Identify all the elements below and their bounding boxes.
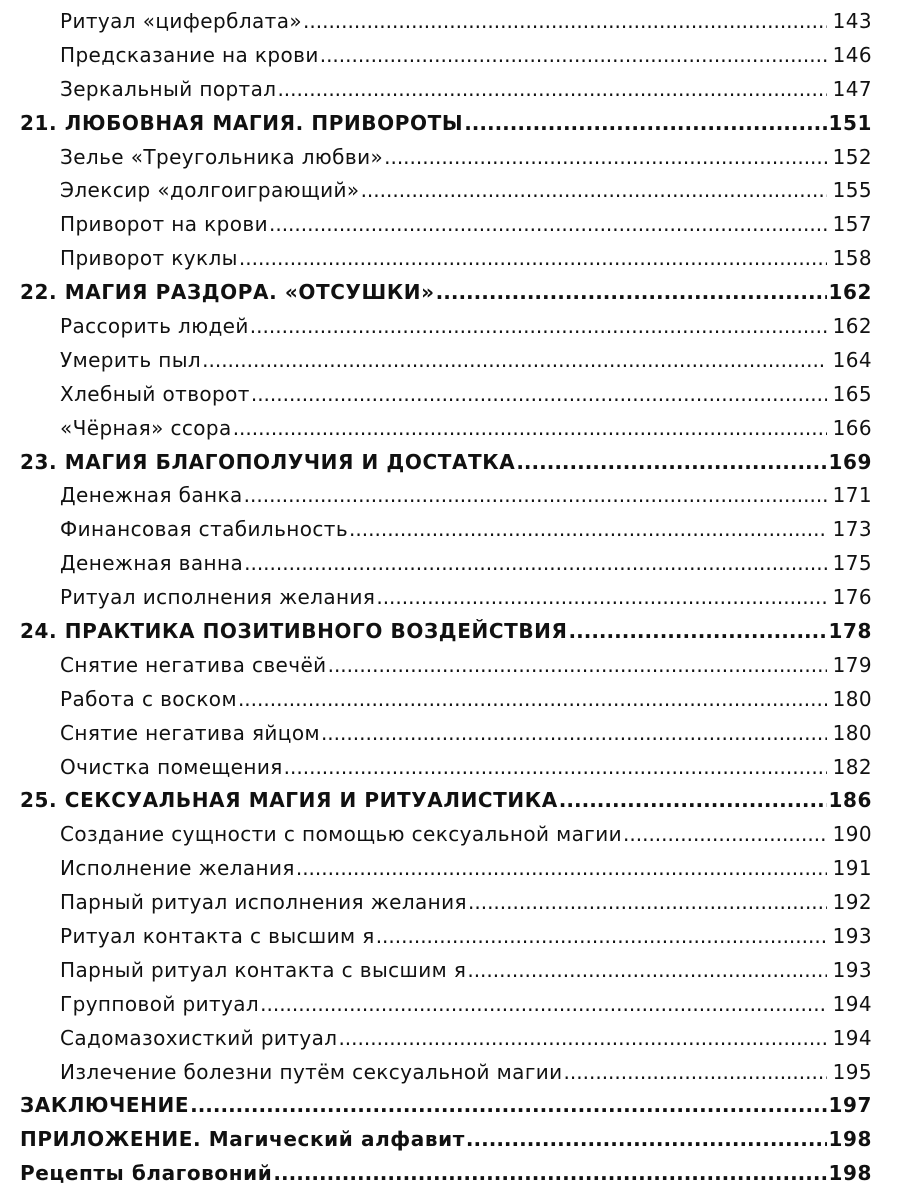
- toc-entry-page-number: 178: [828, 618, 872, 643]
- toc-chapter-entry: [0, 1122, 900, 1156]
- toc-section-entry: [0, 682, 900, 716]
- dot-leader: [269, 212, 827, 236]
- toc-entry-title: Умерить пыл: [60, 347, 202, 372]
- toc-entry-title: Работа с воском: [60, 686, 237, 711]
- dot-leader: [244, 483, 827, 507]
- toc-entry-title: Приворот куклы: [60, 246, 238, 271]
- toc-entry-title: Рецепты благовоний: [20, 1161, 273, 1186]
- table-of-contents: [0, 4, 900, 1190]
- toc-section-entry: [0, 851, 900, 885]
- toc-section-entry: [0, 716, 900, 750]
- toc-entry-page-number: 195: [832, 1059, 872, 1084]
- dot-leader: [376, 585, 827, 609]
- toc-entry-page-number: 173: [832, 517, 872, 542]
- toc-entry-title: Финансовая стабильность: [60, 517, 349, 542]
- toc-entry-page-number: 192: [832, 890, 872, 915]
- toc-section-entry: [0, 478, 900, 512]
- toc-entry-title: 21. ЛЮБОВНАЯ МАГИЯ. ПРИВОРОТЫ: [20, 110, 464, 135]
- toc-entry-title: Создание сущности с помощью сексуальной магии: [60, 822, 623, 847]
- toc-entry-title: Снятие негатива яйцом: [60, 720, 320, 745]
- toc-entry-page-number: 194: [832, 991, 872, 1016]
- dot-leader: [296, 856, 827, 880]
- toc-chapter-entry: [0, 783, 900, 817]
- toc-section-entry: [0, 173, 900, 207]
- toc-section-entry: [0, 953, 900, 987]
- toc-entry-title: Парный ритуал исполнения желания: [60, 890, 467, 915]
- toc-entry-title: Ритуал контакта с высшим я: [60, 923, 375, 948]
- dot-leader: [202, 348, 827, 372]
- dot-leader: [384, 145, 827, 169]
- toc-section-entry: [0, 72, 900, 106]
- toc-entry-page-number: 193: [832, 923, 872, 948]
- toc-entry-title: Элексир «долгоиграющий»: [60, 178, 360, 203]
- dot-leader: [320, 43, 827, 67]
- dot-leader: [233, 416, 827, 440]
- toc-entry-page-number: 166: [832, 415, 872, 440]
- toc-entry-title: Ритуал «циферблата»: [60, 8, 303, 33]
- dot-leader: [468, 890, 827, 914]
- dot-leader: [190, 1093, 827, 1117]
- toc-chapter-entry: [0, 1156, 900, 1190]
- toc-entry-title: Хлебный отворот: [60, 381, 250, 406]
- toc-entry-page-number: 176: [832, 585, 872, 610]
- dot-leader: [466, 1127, 827, 1151]
- toc-section-entry: [0, 140, 900, 174]
- toc-section-entry: [0, 648, 900, 682]
- dot-leader: [238, 687, 827, 711]
- toc-entry-title: ПРИЛОЖЕНИЕ. Магический алфавит: [20, 1127, 465, 1152]
- toc-entry-page-number: 198: [828, 1127, 872, 1152]
- toc-section-entry: [0, 987, 900, 1021]
- toc-section-entry: [0, 377, 900, 411]
- toc-section-entry: [0, 4, 900, 38]
- toc-entry-page-number: 147: [832, 76, 872, 101]
- dot-leader: [239, 246, 827, 270]
- toc-entry-page-number: 180: [832, 720, 872, 745]
- toc-section-entry: [0, 207, 900, 241]
- dot-leader: [273, 1161, 827, 1185]
- toc-entry-title: Рассорить людей: [60, 313, 249, 338]
- toc-entry-page-number: 155: [832, 178, 872, 203]
- toc-entry-page-number: 198: [828, 1161, 872, 1186]
- toc-entry-page-number: 169: [828, 449, 872, 474]
- toc-entry-page-number: 158: [832, 246, 872, 271]
- toc-entry-title: ЗАКЛЮЧЕНИЕ: [20, 1093, 190, 1118]
- toc-entry-page-number: 190: [832, 822, 872, 847]
- toc-section-entry: [0, 309, 900, 343]
- toc-entry-title: 22. МАГИЯ РАЗДОРА. «ОТСУШКИ»: [20, 280, 435, 305]
- dot-leader: [569, 619, 827, 643]
- toc-entry-page-number: 157: [832, 212, 872, 237]
- dot-leader: [328, 653, 827, 677]
- toc-entry-title: Зеркальный портал: [60, 76, 277, 101]
- toc-chapter-entry: [0, 614, 900, 648]
- dot-leader: [277, 77, 827, 101]
- toc-entry-title: «Чёрная» ссора: [60, 415, 232, 440]
- dot-leader: [376, 924, 827, 948]
- toc-entry-title: Исполнение желания: [60, 856, 295, 881]
- dot-leader: [564, 1060, 827, 1084]
- toc-entry-title: Денежная банка: [60, 483, 243, 508]
- toc-entry-page-number: 146: [832, 42, 872, 67]
- toc-section-entry: [0, 580, 900, 614]
- toc-chapter-entry: [0, 1089, 900, 1123]
- toc-entry-page-number: 171: [832, 483, 872, 508]
- toc-entry-page-number: 175: [832, 551, 872, 576]
- dot-leader: [516, 450, 827, 474]
- toc-entry-title: Зелье «Треугольника любви»: [60, 144, 384, 169]
- toc-section-entry: [0, 38, 900, 72]
- toc-entry-page-number: 151: [828, 110, 872, 135]
- dot-leader: [321, 721, 827, 745]
- toc-entry-page-number: 186: [828, 788, 872, 813]
- toc-entry-page-number: 179: [832, 652, 872, 677]
- toc-entry-page-number: 197: [828, 1093, 872, 1118]
- toc-entry-title: Предсказание на крови: [60, 42, 319, 67]
- toc-entry-page-number: 165: [832, 381, 872, 406]
- dot-leader: [260, 992, 827, 1016]
- toc-entry-title: Ритуал исполнения желания: [60, 585, 376, 610]
- toc-entry-page-number: 193: [832, 957, 872, 982]
- toc-section-entry: [0, 241, 900, 275]
- toc-entry-title: Излечение болезни путём сексуальной магии: [60, 1059, 563, 1084]
- dot-leader: [250, 314, 827, 338]
- toc-entry-page-number: 182: [832, 754, 872, 779]
- toc-entry-title: Садомазохисткий ритуал: [60, 1025, 338, 1050]
- toc-entry-page-number: 164: [832, 347, 872, 372]
- dot-leader: [467, 958, 827, 982]
- dot-leader: [284, 755, 827, 779]
- toc-section-entry: [0, 546, 900, 580]
- dot-leader: [338, 1026, 827, 1050]
- toc-entry-page-number: 180: [832, 686, 872, 711]
- toc-section-entry: [0, 919, 900, 953]
- dot-leader: [244, 551, 827, 575]
- toc-section-entry: [0, 885, 900, 919]
- toc-section-entry: [0, 512, 900, 546]
- dot-leader: [349, 517, 827, 541]
- toc-section-entry: [0, 1055, 900, 1089]
- toc-chapter-entry: [0, 275, 900, 309]
- toc-entry-page-number: 194: [832, 1025, 872, 1050]
- toc-section-entry: [0, 750, 900, 784]
- dot-leader: [436, 280, 827, 304]
- toc-section-entry: [0, 343, 900, 377]
- toc-entry-page-number: 191: [832, 856, 872, 881]
- toc-chapter-entry: [0, 106, 900, 140]
- toc-entry-title: Очистка помещения: [60, 754, 283, 779]
- toc-entry-page-number: 162: [828, 280, 872, 305]
- toc-entry-title: Парный ритуал контакта с высшим я: [60, 957, 467, 982]
- toc-section-entry: [0, 1021, 900, 1055]
- dot-leader: [361, 178, 827, 202]
- toc-entry-page-number: 143: [832, 8, 872, 33]
- toc-entry-page-number: 152: [832, 144, 872, 169]
- toc-entry-page-number: 162: [832, 313, 872, 338]
- dot-leader: [464, 111, 827, 135]
- dot-leader: [623, 822, 827, 846]
- toc-entry-title: Групповой ритуал: [60, 991, 260, 1016]
- toc-entry-title: Приворот на крови: [60, 212, 268, 237]
- toc-section-entry: [0, 817, 900, 851]
- toc-chapter-entry: [0, 445, 900, 479]
- toc-entry-title: 23. МАГИЯ БЛАГОПОЛУЧИЯ И ДОСТАТКА: [20, 449, 516, 474]
- toc-entry-title: Денежная ванна: [60, 551, 244, 576]
- toc-entry-title: 24. ПРАКТИКА ПОЗИТИВНОГО ВОЗДЕЙСТВИЯ: [20, 618, 568, 643]
- dot-leader: [251, 382, 827, 406]
- toc-entry-title: Снятие негатива свечёй: [60, 652, 327, 677]
- dot-leader: [559, 788, 827, 812]
- toc-section-entry: [0, 411, 900, 445]
- toc-entry-title: 25. СЕКСУАЛЬНАЯ МАГИЯ И РИТУАЛИСТИКА: [20, 788, 558, 813]
- dot-leader: [303, 9, 827, 33]
